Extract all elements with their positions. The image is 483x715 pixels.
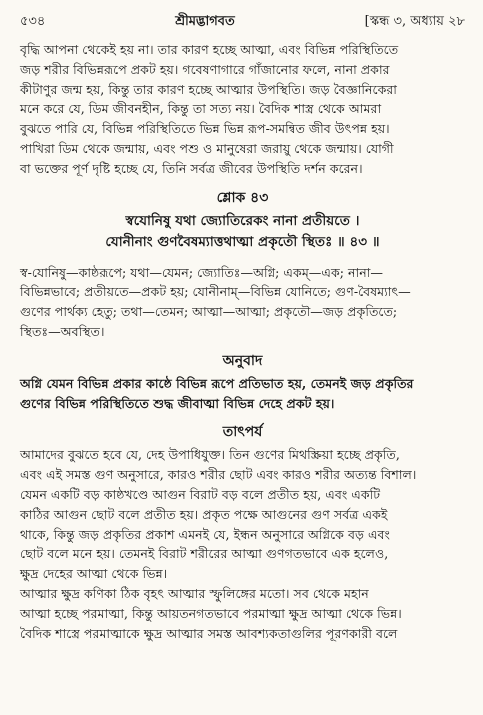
verse-block [20,211,465,253]
text-line: বৈদিক শাস্ত্রে পরমাত্মাকে ক্ষুদ্র আত্মার সমস্ত আবশ্যকতাগুলির পূরণকারী বলে [20,625,398,641]
book-title: শ্রীমদ্ভাগবত [175,14,235,29]
text-line: পাখিরা ডিম থেকে জন্মায়, এবং পশু ও মানুষেরা জরায়ু থেকে জন্মায়। যোগী [20,140,394,156]
text-line: বুঝতে পারি যে, বিভিন্ন পরিস্থিতিতে ভিন্ন ভিন্ন রূপ-সমন্বিত জীব উৎপন্ন হয়। [20,121,390,137]
translation-paragraph [20,374,465,414]
page-number: ৫৩৪ [20,14,46,29]
intro-paragraph [20,40,465,179]
verse-heading: শ্লোক ৪৩ [216,189,269,206]
text-line: আত্মার ক্ষুদ্র কণিকা ঠিক বৃহৎ আত্মার স্ফুলিঙ্গের মতো। সব থেকে মহান [20,585,369,601]
text-line: বা ভক্তের পূর্ণ দৃষ্টি হচ্ছে যে, তিনি সর্বত্র জীবের উপস্থিতি দর্শন করেন। [20,160,363,176]
translation-heading: অনুবাদ [222,352,263,369]
text-line: থাকে, কিন্তু জড় প্রকৃতির প্রকাশ এমনই যে, ইন্ধন অনুসারে অগ্নিকে বড় এবং [20,526,390,542]
text-line: যেমন একটি বড় কাষ্ঠখণ্ডে আগুন বিরাট বড় বলে প্রতীত হয়, এবং একটি [20,486,381,502]
synonyms-paragraph [20,263,465,342]
text-line: ক্ষুদ্র দেহের আত্মা থেকে ভিন্ন। [20,566,168,582]
purport-paragraph [20,445,465,643]
text-line: বিভিন্নভাবে; প্রতীয়তে—প্রকট হয়; যোনীনাম্—বিভিন্ন যোনিতে; গুণ-বৈষম্যাৎ— [20,284,411,300]
text-line: কাঠির আগুন ছোট বলে প্রতীত হয়। প্রকৃত পক্ষে আগুনের গুণ সর্বত্র একই [20,506,388,522]
text-line: অগ্নি যেমন বিভিন্ন প্রকার কাষ্ঠে বিভিন্ন রূপে প্রতিভাত হয়, তেমনই জড় প্রকৃতির [20,375,414,391]
text-line: আমাদের বুঝতে হবে যে, দেহ উপাধিযুক্ত। তিন গুণের মিথস্ক্রিয়া হচ্ছে প্রকৃতি, [20,447,400,463]
text-line: জড় শরীর বিভিন্নরূপে প্রকট হয়। গবেষণাগারে গাঁজানোর ফলে, নানা প্রকার [20,61,390,77]
text-line: গুণের বিভিন্ন পরিস্থিতিতে শুদ্ধ জীবাত্মা বিভিন্ন দেহে প্রকট হয়। [20,395,335,411]
text-line: স্ব-যোনিষু—কাষ্ঠরূপে; যথা—যেমন; জ্যোতিঃ—অগ্নি; একম্—এক; নানা— [20,264,383,280]
text-line: আত্মা হচ্ছে পরমাত্মা, কিন্তু আয়তনগতভাবে পরমাত্মা ক্ষুদ্র আত্মা থেকে ভিন্ন। [20,605,402,621]
text-line: গুণের পার্থক্য হেতু; তথা—তেমন; আত্মা—আত্মা; প্রকৃতৌ—জড় প্রকৃতিতে; [20,304,398,320]
verse-line: স্বযোনিষু যথা জ্যোতিরেকং নানা প্রতীয়তে । [125,212,360,229]
purport-heading: তাৎপর্য [222,424,263,441]
text-line: এবং এই সমস্ত গুণ অনুসারে, কারও শরীর ছোট এবং কারও শরীর অত্যন্ত বিশাল। [20,467,417,483]
chapter-reference: [স্কন্ধ ৩, অধ্যায় ২৮ [364,14,465,29]
text-line: মনে করে যে, ডিম জীবনহীন, কিন্তু তা সত্য নয়। বৈদিক শাস্ত্র থেকে আমরা [20,101,382,117]
verse-line: যোনীনাং গুণবৈষম্যাত্তথাত্মা প্রকৃতৌ স্থিতঃ ॥ ৪৩ ॥ [105,233,380,250]
page-header [20,14,465,30]
text-line: কীটাণুর জন্ম হয়, কিন্তু তার কারণ হচ্ছে আত্মার উপস্থিতি। জড় বৈজ্ঞানিকেরা [20,81,397,97]
text-line: বৃদ্ধি আপনা থেকেই হয় না। তার কারণ হচ্ছে আত্মা, এবং বিভিন্ন পরিস্থিতিতে [20,42,399,57]
text-line: স্থিতঃ—অবস্থিত। [20,323,105,339]
text-line: ছোট বলে মনে হয়। তেমনই বিরাট শরীরের আত্মা গুণগতভাবে এক হলেও, [20,546,389,562]
